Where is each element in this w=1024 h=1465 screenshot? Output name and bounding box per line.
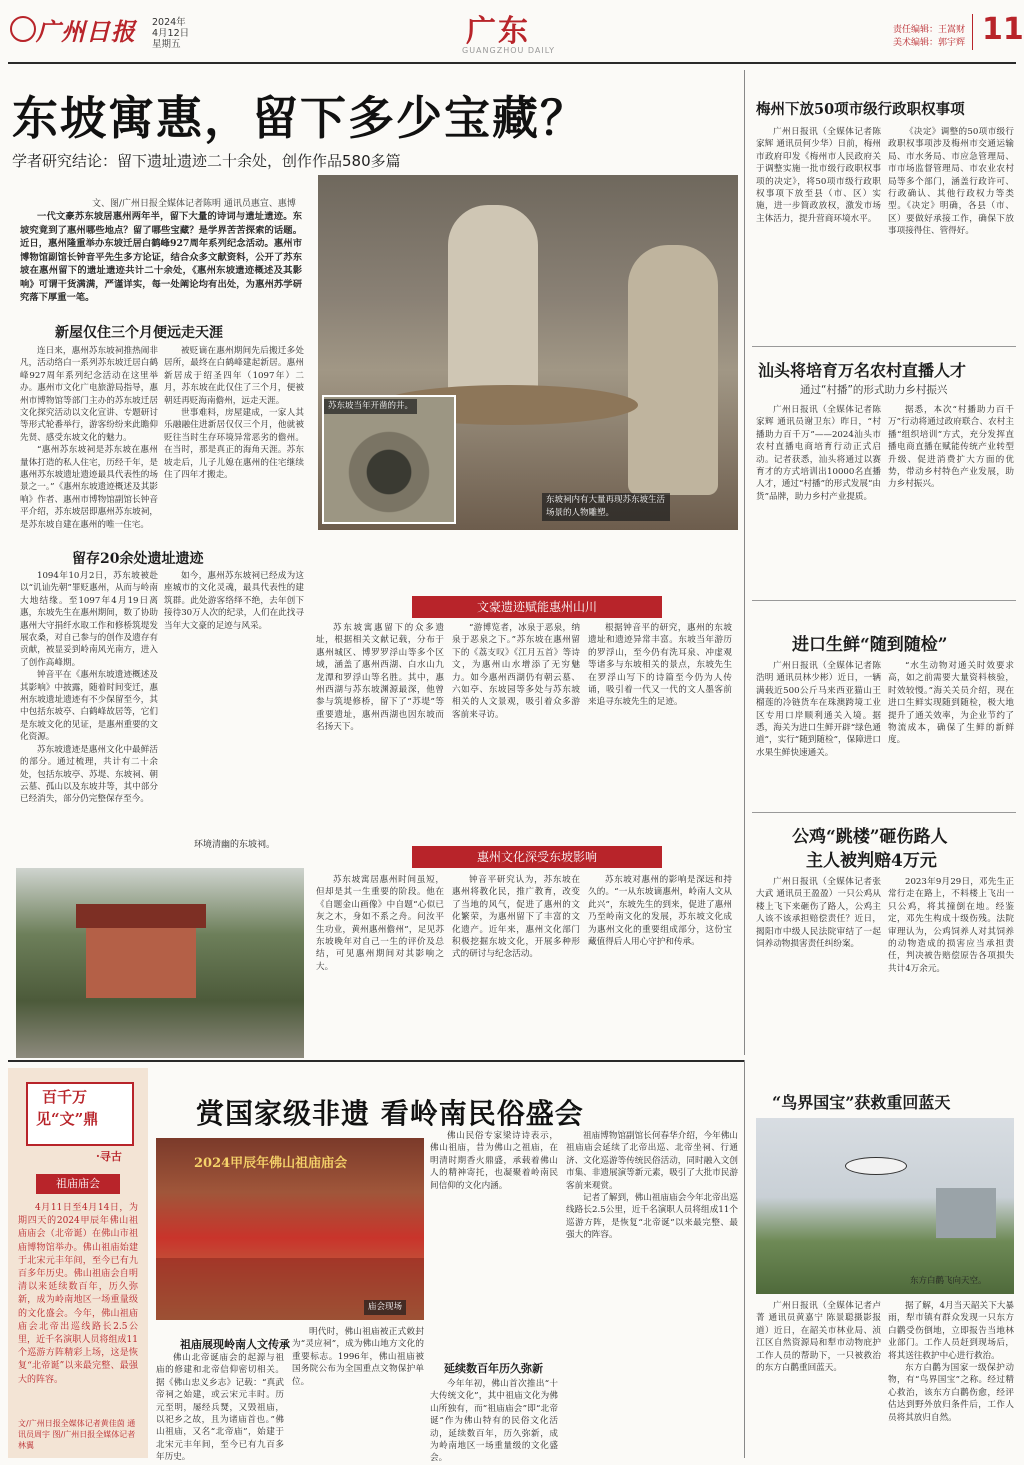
body-text: 明代时，佛山祖庙被正式敕封为“灵应祠”，成为佛山地方文化的重要标志。1996年，佛山祖庙被国务院公布为全国重点文物保护单位。 (292, 1327, 424, 1387)
body-text: 广州日报讯（全媒体记者张大武 通讯员王盈盈）一只公鸡从楼上飞下来砸伤了路人，公鸡主人该不该承担赔偿责任？近日，揭阳市中级人民法院审结了一起饲养动物损害责任纠纷案。 (756, 877, 881, 950)
date-year: 2024年 (152, 17, 186, 28)
body-text: “游博览者，冰泉于恶泉，纳泉于恶泉之下。”苏东坡在惠州留下的《荔支叹》《江月五首》等诗文，为惠州山水增添了无穷魅力。如今惠州西湖仍有朝云墓、六如亭、东坡园等多处与苏东坡相关的人文景观，吸引着众多游客前来寻访。 (452, 623, 580, 720)
bird-photo-caption: 东方白鹳飞向天空。 (910, 1276, 987, 1286)
article-column (756, 876, 881, 1056)
editor-credit: 责任编辑：王嵩财 (893, 25, 966, 35)
body-text: 据了解，4月当天韶关下大暴雨，犁市镇有群众发现一只东方白鹳受伤倒地，立即报告当地林业部门。工作人员赶到现场后，将其送往救护中心进行救治。 (888, 1301, 1014, 1361)
column-divider (744, 70, 745, 1055)
bottom-column (156, 1352, 284, 1463)
divider (752, 600, 1016, 601)
bird-shape (846, 1158, 906, 1174)
divider (752, 812, 1016, 813)
badge-top: 百千万 (42, 1088, 88, 1106)
body-text: 广州日报讯（全媒体记者卢菁 通讯员黄嘉宁 陈景聪摄影报道）近日，在韶关市林业局、浈江区自然资源局和犁市动物庇护工作人员的帮助下，一只被救治的东方白鹳重回蓝天。 (756, 1301, 881, 1374)
article-subtitle-shantou: 通过“村播”的形式助力乡村振兴 (800, 384, 948, 396)
section-column (20, 345, 158, 530)
article-column (756, 126, 881, 346)
sculpture-photo-caption: 东坡祠内有大量再现苏东坡生活场景的人物雕塑。 (542, 493, 670, 521)
article-column (888, 126, 1014, 346)
designer-credit: 美术编辑：郭宇辉 (893, 38, 966, 48)
temple-roof (76, 904, 206, 928)
well-photo-caption: 苏东坡当年开凿的井。 (324, 399, 417, 414)
article-title-shantou: 汕头将培育万名农村直播人才 (758, 361, 967, 380)
body-text: 佛山民俗专家梁诗诗表示，佛山祖庙，昔为佛山之祖庙，在明清时期香火鼎盛，承载着佛山人的精神寄托，也凝聚着岭南民间信仰的文化内涵。 (430, 1131, 558, 1191)
temple-fair-photo (156, 1138, 424, 1320)
section-column (164, 570, 304, 830)
body-text: 《决定》调整的50项市级行政职权事项涉及梅州市交通运输局、市水务局、市应急管理局、市市场监督管理局、市农业农村局等多个部门，涵盖行政许可、行政确认、其他行政权力等类型。《决定》明确，各县（市、区）要做好承接工作，确保下放事项接得住、管得好。 (888, 127, 1014, 237)
box-column (452, 622, 580, 832)
masthead (0, 0, 1024, 62)
bottom-column (566, 1130, 738, 1458)
body-text: 东方白鹳为国家一级保护动物，有“鸟界国宝”之称。经过精心救治，该东方白鹳伤愈，经评估达到野外放归条件后，工作人员将其放归自然。 (888, 1363, 1014, 1423)
article-column (756, 660, 881, 810)
badge-sub: ·寻古 (96, 1150, 122, 1163)
body-text: 钟音平研究认为，苏东坡在惠州将教化民，推广教育，改变了当地的风气，促进了惠州的文化繁荣，为惠州留下了丰富的文化遗产。近年来，惠州文化部门积极挖掘东坡文化，开展多种形式的研讨与纪念活动。 (452, 875, 580, 960)
bottom-column (430, 1378, 558, 1464)
weekday: 星期五 (152, 39, 181, 50)
body-text: 苏东坡寓居惠州时间虽短，但却是其一生重要的阶段。他在《自题金山画像》中自题“心似已灰之木，身如不系之舟。问汝平生功业，黄州惠州儋州”，足见苏东坡晚年对自己一生的评价及总结，可见惠州期间对其影响之大。 (316, 875, 444, 972)
bird-photo (756, 1118, 1014, 1294)
badge-mid: 见“文”鼎 (36, 1110, 99, 1128)
body-text: 苏东坡对惠州的影响是深远和持久的。“一从东坡谪惠州，岭南人文从此兴”，东坡先生的到来，促进了惠州乃至岭南文化的发展，苏东坡文化成为惠州文化的重要组成部分，这份宝藏值得后人用心守护和传承。 (588, 875, 732, 948)
box-column (452, 874, 580, 1054)
body-text: 苏东坡寓惠留下的众多遗址，根据相关文献记载，分布于惠州城区、博罗罗浮山等多个区域，涵盖了惠州西湖、白水山九龙潭和罗浮山等名胜。其中，惠州西湖与苏东坡渊源最深，他曾参与筑堤修桥，留下了“苏堤”等重要遗址，惠州西湖也因东坡而名扬天下。 (316, 623, 444, 733)
body-text: “水生动物对通关时效要求高，如之前需要大量资料核验，时效较慢。”海关关员介绍，现在进口生鲜实现随到随检，极大地提升了通关效率，为企业节约了物流成本，确保了生鲜的新鲜度。 (888, 661, 1014, 746)
lead-photo-well (322, 395, 456, 524)
sidebar-text: 4月11日至4月14日，为期四天的2024甲辰年佛山祖庙庙会（北帝诞）在佛山市祖庙博物馆举办。佛山祖庙始建于北宋元丰年间，至今已有九百多年历史。佛山祖庙会自明清以来延续数百年，历久弥新，成为岭南地区一场重量级的文化盛会。今年，佛山祖庙庙会北帝出巡线路长2.5公里，近千名演职人员将组成11个巡游方阵精彩上场，这是恢复“北帝诞”以来最完整、最强大的阵容。 (18, 1203, 138, 1385)
masthead-rule (8, 62, 1016, 64)
bird-column (756, 1300, 881, 1458)
article-title-bird: “鸟界国宝”获救重回蓝天 (772, 1093, 951, 1112)
sculpture-figure (628, 245, 718, 495)
fair-banner: 2024甲辰年佛山祖庙庙会 (194, 1156, 348, 1171)
body-text: 2023年9月29日，邓先生正常行走在路上，不料楼上飞出一只公鸡，将其撞倒在地。经鉴定，邓先生构成十级伤残。法院审理认为，公鸡饲养人对其饲养的动物造成的损害应当承担责任，判决被告赔偿原告各项损失共计4万余元。 (888, 877, 1014, 974)
bottom-subhead-2: 延续数百年历久弥新 (444, 1362, 543, 1375)
body-text: 如今，惠州苏东坡祠已经成为这座城市的文化灵魂，最具代表性的建筑群。此处游客络绎不绝，去年创下接待30万人次的纪录，人们在此找寻当年大文豪的足迹与风采。 (164, 571, 304, 631)
box-column (316, 874, 444, 1054)
date-day: 4月12日 (152, 28, 190, 39)
column-divider (744, 1060, 745, 1458)
article-title-rooster-1: 公鸡“跳楼”砸伤路人 (792, 827, 948, 847)
box-title-1: 文豪遗迹赋能惠州山川 (412, 596, 662, 618)
sidebar-credit: 文/广州日报全媒体记者黄佳茵 通讯员周宇 图/广州日报全媒体记者林翼 (18, 1419, 136, 1450)
bottom-subhead-1: 祖庙展现岭南人文传承 (180, 1338, 290, 1351)
box-title-2: 惠州文化深受东坡影响 (412, 846, 662, 868)
article-title-meizhou: 梅州下放50项市级行政职权事项 (756, 101, 965, 118)
article-column (888, 404, 1014, 594)
body-text: 广州日报讯（全媒体记者陈家辉 通讯员何少华）日前，梅州市政府印发《梅州市人民政府关于调整实施一批市级行政职权事项的决定》，将50项市级行政职权事项下放至县（市、区）实施，进一步简政放权，激发市场主体活力，提升营商环境水平。 (756, 127, 881, 224)
body-text: “惠州苏东坡祠是苏东坡在惠州量体打造的私人住宅，历经千年，是惠州苏东坡遗址遗迹最具代表性的场景之一。”《惠州东坡遗迹概述及其影响》作者、惠州市博物馆副馆长钟音平介绍，苏东坡居即惠州苏东坡祠，是苏东坡自建在惠州的唯一住宅。 (20, 445, 158, 530)
lead-byline: 文、图/广州日报全媒体记者陈明 通讯员惠宣、惠博 (92, 199, 296, 209)
section-column (164, 345, 304, 527)
feature-sidebar (8, 1068, 148, 1458)
section-rule (8, 1060, 744, 1062)
building (936, 1188, 996, 1238)
body-text: 被贬谪在惠州期间先后搬迁多处居所，最终在白鹤峰建起新居。惠州新居成于绍圣四年（1097年）二月，苏东坡在此仅住了三个月，便被朝廷再贬海南儋州，远走天涯。 (164, 346, 304, 406)
divider (752, 346, 1016, 347)
lead-subhead: 学者研究结论：留下遗址遗迹二十余处，创作作品580多篇 (12, 152, 401, 170)
body-text: 今年年初，佛山首次推出“十大传统文化”，其中祖庙文化为佛山所独有，而“祖庙庙会”即“北帝诞”作为佛山特有的民俗文化活动，延续数百年，历久弥新，成为岭南地区一场重量级的文化盛会。 (430, 1379, 558, 1464)
temple-photo-caption: 环境清幽的东坡祠。 (194, 840, 276, 850)
paper-name: 广州日报 (36, 17, 136, 46)
body-text: 根据钟音平的研究，惠州的东坡遗址和遗迹异常丰富。东坡当年游历的罗浮山，至今仍有洗耳泉、冲虚观等诸多与东坡相关的景点，东坡先生在罗浮山写下的诗篇至今仍为人传诵，吸引着一代又一代的文人墨客前来追寻东坡先生的足迹。 (588, 623, 732, 708)
lead-headline: 东坡寓惠，留下多少宝藏？ (12, 91, 588, 145)
body-text: 广州日报讯（全媒体记者陈家辉 通讯员谢卫东）昨日，“村播助力百千万”——2024汕头市农村直播电商培育行动正式启动。记者获悉，汕头将通过以赛育才的方式培训出10000名直播人才，通过“村播”的形式发展“由货”品牌，助力乡村产业提质。 (756, 405, 881, 502)
section-column (20, 570, 158, 860)
box-column (316, 622, 444, 832)
section-title: 广东 (466, 14, 530, 49)
bottom-column (430, 1130, 558, 1350)
section-title-new-house: 新屋仅住三个月便远走天涯 (55, 325, 223, 341)
body-text: 祖庙博物馆副馆长何春华介绍，今年佛山祖庙庙会延续了北帝出巡、北帝坐祠、行通济、文化巡游等传统民俗活动，同时融入文创市集、非遗展演等新元素，吸引了大批市民游客前来观赏。 (566, 1131, 738, 1191)
article-column (888, 660, 1014, 810)
page-number-divider (972, 14, 973, 50)
body-text: 钟音平在《惠州东坡遗迹概述及其影响》中披露，随着时间变迁，惠州东坡遗址遗迹有不少保留至今，其中包括东坡亭、白鹤峰故居等，它们是东坡文化的见证，是惠州重要的文化资源。 (20, 670, 158, 743)
article-title-rooster-2: 主人被判赔4万元 (806, 851, 937, 871)
body-text: 苏东坡遗迹是惠州文化中最鲜活的部分。通过梳理，共计有二十余处，包括东坡亭、苏堤、东坡祠、朝云墓、孤山以及东坡井等，其中部分已经消失，部分仍完整保存至今。 (20, 744, 158, 805)
paper-logo (10, 16, 36, 42)
article-column (888, 876, 1014, 1056)
body-text: 记者了解到，佛山祖庙庙会今年北帝出巡线路长2.5公里，近千名演职人员将组成11个巡游方阵，是恢复“北帝诞”以来最完整、最强大的阵容。 (566, 1193, 738, 1241)
article-column (756, 404, 881, 594)
body-text: 1094年10月2日，苏东坡被赴以“讥讪先朝”罪贬惠州，从而与岭南大地结缘。至1097年4月19日离惠，东坡先生在惠州期间，数了协助惠州大守捐纤水取工作和修桥筑堤发展农桑，对自己参与的创作及遗存有贡献，被显妥到岭南风光南方，进入了创作高峰期。 (20, 571, 158, 668)
section-en: GUANGZHOU DAILY (462, 46, 556, 55)
box-column (588, 874, 732, 1054)
bird-column (888, 1300, 1014, 1458)
temple-fair-caption: 庙会现场 (364, 1300, 406, 1315)
badge-tag: 祖庙庙会 (36, 1174, 120, 1194)
body-text: 佛山北帝诞庙会的起源与祖庙的修建和北帝信仰密切相关。据《佛山忠义乡志》记载：“真武帝祠之始建，或云宋元丰时。历元至明，屡经兵燹，又毁祖庙，以祀乡之故，且为诸庙首也。”佛山祖庙，又名“北帝庙”，始建于北宋元丰年间，至今已有九百多年历史。 (156, 1353, 284, 1463)
bottom-column (292, 1326, 424, 1458)
body-text: 广州日报讯（全媒体记者陈浩明 通讯员林少彬）近日，一辆满载近500公斤马来西亚猫山王榴莲的冷链货车在珠澳跨境工业区专用口岸顺利通关入境。据悉，海关为进口生鲜开辟“绿色通道”，实行“随到随检”，保障进口水果生鲜快速通关。 (756, 661, 881, 758)
body-text: 连日来，惠州苏东坡祠推热闹非凡，活动络白一系列苏东坡迁居白鹤峰927周年系列纪念活动在这里举办。惠州市文化广电旅游局指导，惠州市博物馆等部门主办的苏东坡迁居文化探究活动以文化宣讲、专题研讨等形式轮番举行，游客纷纷来此瞻仰先贤、感受东坡文化的魅力。 (20, 346, 158, 443)
lead-intro: 一代文豪苏东坡居惠州两年半，留下大量的诗词与遗址遗迹。东坡究竟到了惠州哪些地点？留了哪些宝藏？是学界苦苦探索的话题。近日，惠州隆重举办东坡迁居白鹤峰927周年系列纪念活动。惠州市博物馆副馆长钟音平先生多方论证，结合众多文献资料，公开了苏东坡在惠州留下的遗址遗迹共计二十余处，《惠州东坡遗迹概述及其影响》可谓干货满满，严谨详实，每一处阐论均有出处，为惠州苏学研究落下厚重一笔。 (20, 211, 302, 303)
body-text: 世事难料，房屋建成，一家人其乐融融住进新居仅仅三个月，他就被贬往当时生存环境异常恶劣的儋州。在当时，那是真正的海角天涯。苏东坡走后，儿子儿媳在惠州的住宅继续住了四年才搬走。 (164, 408, 304, 481)
sculpture-figure (448, 205, 538, 405)
page-number: 11 (982, 12, 1024, 47)
lead-photo-temple (16, 868, 304, 1058)
body-text: 据悉，本次“村播助力百千万”行动将通过政府联合、农村主播“组织培训”方式，充分发挥直播电商直播在赋能传统产业转型升级、促进消费扩大方面的优势，带动乡村特色产业发展，助力乡村振兴。 (888, 405, 1014, 490)
article-title-import: 进口生鲜“随到随检” (792, 635, 948, 655)
temple-wall (86, 928, 196, 998)
box-column (588, 622, 732, 832)
bottom-headline: 赏国家级非遗 看岭南民俗盛会 (196, 1097, 584, 1130)
section-title-sites: 留存20余处遗址遗迹 (72, 551, 204, 567)
